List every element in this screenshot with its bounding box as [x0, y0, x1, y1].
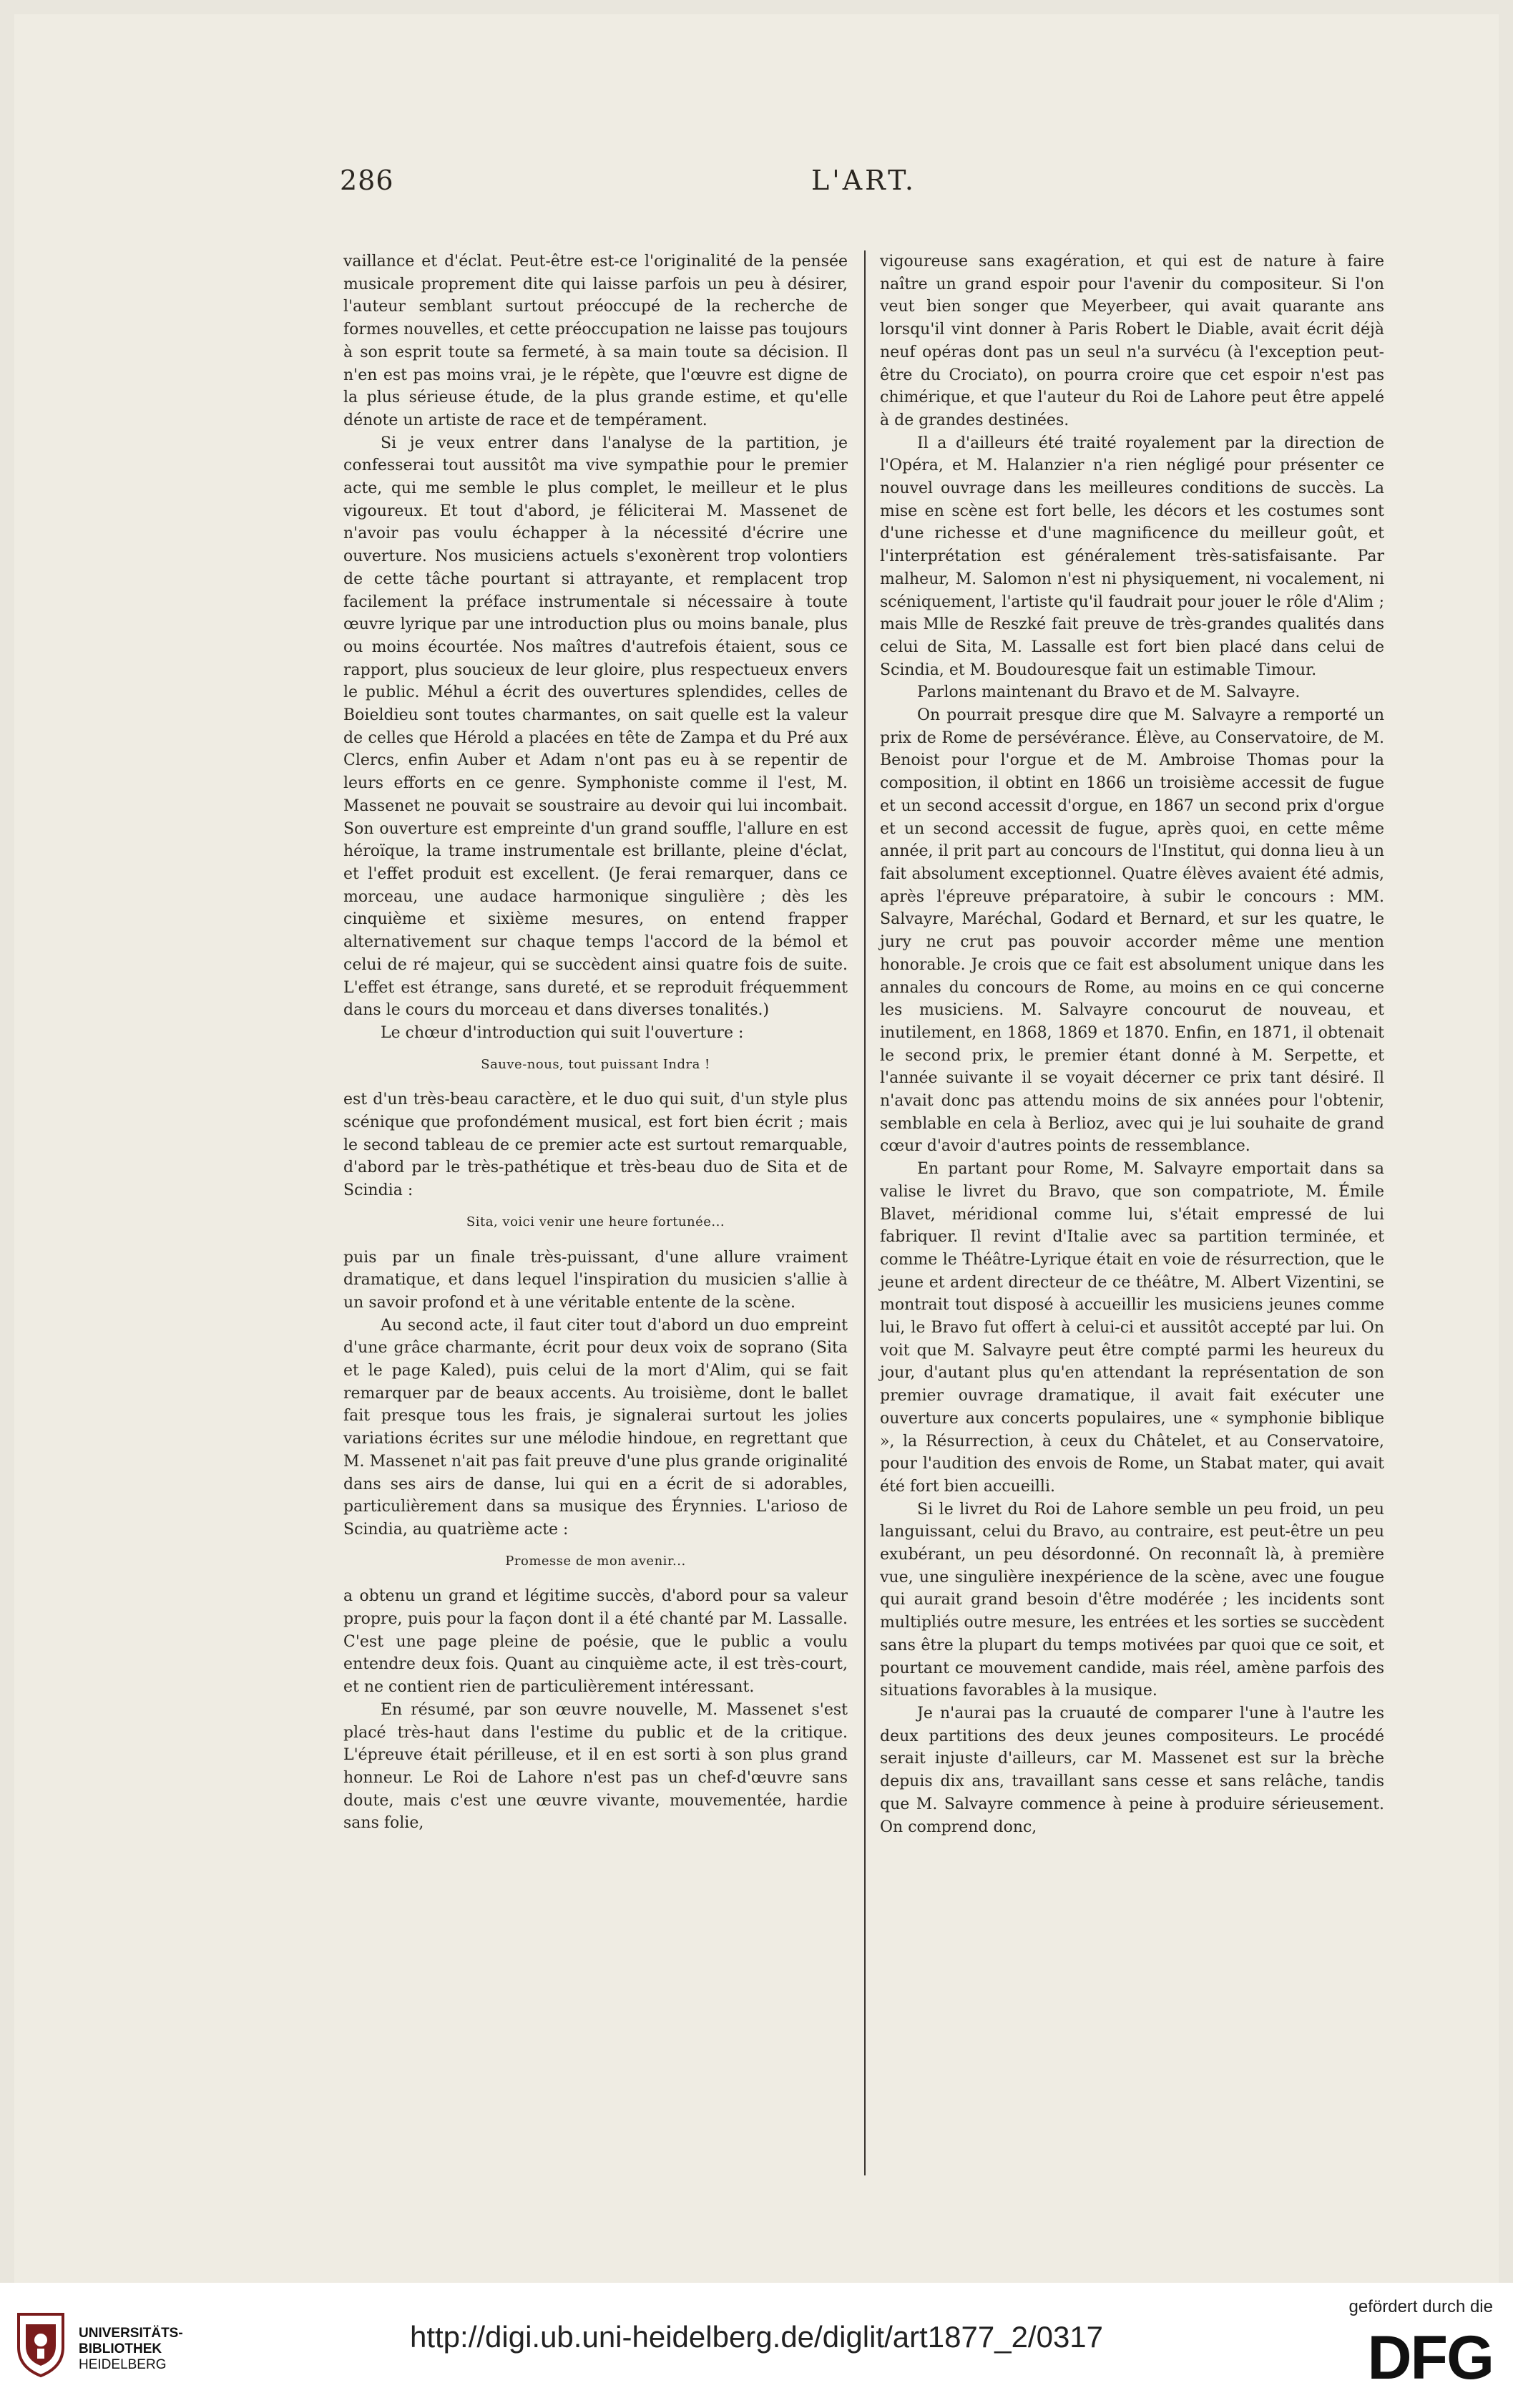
- paragraph: En partant pour Rome, M. Salvayre emportait dans sa valise le livret du Bravo, que son compatriote, M. Émile Blavet, méridional comme lui, s'était empressé de lui fabriquer. Il revint d'Italie avec sa partition terminée, et comme le Théâtre-Lyrique était en voie de résurrection, que le jeune et ardent directeur de ce théâtre, M. Albert Vizentini, se montrait tout disposé à accueillir les musiciens jeunes comme lui, le Bravo fut offert à celui-ci et aussitôt accepté par lui. On voit que M. Salvayre peut être compté parmi les heureux du jour, d'autant plus qu'en attendant la représentation de son premier ouvrage dramatique, il avait fait exécuter une ouverture aux concerts populaires, une « symphonie biblique », la Résurrection, à ceux du Châtelet, et au Conservatoire, pour l'audition des envois de Rome, un Stabat mater, qui avait été fort bien accueilli.: [880, 1160, 1384, 1496]
- paragraph: Il a d'ailleurs été traité royalement par la direction de l'Opéra, et M. Halanzier n'a rien négligé pour présenter ce nouvel ouvrage dans les meilleures conditions de succès. La mise en scène est fort belle, les décors et les costumes sont d'une richesse et d'une magnificence du meilleur goût, et l'interprétation est généralement très-satisfaisante. Par malheur, M. Salomon n'est ni physiquement, ni vocalement, ni scéniquement, l'artiste qu'il faudrait pour jouer le rôle d'Alim ; mais Mlle de Reszké fait preuve de très-grandes qualités dans celui de Sita, M. Lassalle est fort bien placé dans celui de Scindia, et M. Boudouresque fait un estimable Timour.: [880, 434, 1384, 679]
- paragraph: puis par un finale très-puissant, d'une allure vraiment dramatique, et dans lequel l'inspiration du musicien s'allie à un savoir profond et à une véritable entente de la scène.: [343, 1248, 848, 1312]
- left-text-column: [343, 250, 848, 1835]
- library-name: UNIVERSITÄTS- BIBLIOTHEK HEIDELBERG: [79, 2326, 183, 2372]
- paragraph: En résumé, par son œuvre nouvelle, M. Massenet s'est placé très-haut dans l'estime du public et de la critique. L'épreuve était périlleuse, et il en est sorti à son plus grand honneur. Le Roi de Lahore n'est pas un chef-d'œuvre sans doute, mais c'est une œuvre vivante, mouvementée, hardie sans folie,: [343, 1700, 848, 1833]
- dfg-wordmark: DFG: [1367, 2324, 1493, 2392]
- right-text-column: [880, 250, 1384, 1838]
- paragraph: Le chœur d'introduction qui suit l'ouverture :: [381, 1023, 744, 1042]
- paragraph: Je n'aurai pas la cruauté de comparer l'une à l'autre les deux partitions des deux jeunes compositeurs. Le procédé serait injuste d'ailleurs, car M. Massenet est sur la brèche depuis dix ans, travaillant sans cesse et sans relâche, tandis que M. Salvayre commence à peine à produire sérieusement. On comprend donc,: [880, 1705, 1384, 1836]
- paragraph: vigoureuse sans exagération, et qui est de nature à faire naître un grand espoir pour l'avenir du compositeur. Si l'on veut bien songer que Meyerbeer, qui avait quarante ans lorsqu'il vint donner à Paris Robert le Diable, avait écrit déjà neuf opéras dont pas un seul n'a survécu (à l'exception peut-être du Crociato), on pourra croire que cet espoir n'est pas chimérique, et que l'auteur du Roi de Lahore peut être appelé à de grandes destinées.: [880, 253, 1384, 429]
- page-header: [340, 165, 1388, 208]
- paragraph: est d'un très-beau caractère, et le duo qui suit, d'un style plus scénique que profondément musical, est fort bien écrit ; mais le second tableau de ce premier acte est surtout remarquable, d'abord par le très-pathétique et très-beau duo de Sita et de Scindia :: [343, 1091, 848, 1200]
- quoted-verse: Sita, voici venir une heure fortunée...: [466, 1214, 725, 1229]
- paragraph: Au second acte, il faut citer tout d'abord un duo empreint d'une grâce charmante, écrit pour deux voix de soprano (Sita et le page Kaled), puis celui de la mort d'Alim, qui se fait remarquer par de beaux accents. Au troisième, dont le ballet fait presque tous les frais, je signalerai surtout les jolies variations écrites sur une mélodie hindoue, en regrettant que M. Massenet n'ait pas fait preuve d'une plus grande originalité dans ses airs de danse, lui qui en a écrit de si adorables, particulièrement dans sa musique des Érynnies. L'arioso de Scindia, au quatrième acte :: [343, 1316, 848, 1539]
- footer-bar: [0, 2283, 1513, 2408]
- paragraph: a obtenu un grand et légitime succès, d'abord pour sa valeur propre, puis pour la façon dont il a été chanté par M. Lassalle. C'est une page pleine de poésie, que le public a voulu entendre deux fois. Quant au cinquième acte, il est très-court, et ne contient rien de particulièrement intéressant.: [343, 1587, 848, 1697]
- column-divider: [864, 250, 866, 2175]
- scanned-page: [14, 14, 1499, 2283]
- paragraph: Parlons maintenant du Bravo et de M. Salvayre.: [917, 683, 1301, 702]
- source-url[interactable]: http://digi.ub.uni-heidelberg.de/diglit/art1877_2/0317: [409, 2320, 1104, 2354]
- paragraph: vaillance et d'éclat. Peut-être est-ce l'originalité de la pensée musicale proprement dite qui laisse parfois un peu à désirer, l'auteur semblant surtout préoccupé de la recherche de formes nouvelles, et cette préoccupation ne laisse pas toujours à son esprit toute sa fermeté, à sa main toute sa décision. Il n'en est pas moins vrai, je le répète, que l'œuvre est digne de la plus sérieuse étude, de la plus grande estime, et qu'elle dénote un artiste de race et de tempérament.: [343, 253, 848, 429]
- paragraph: Si je veux entrer dans l'analyse de la partition, je confesserai tout aussitôt ma vive sympathie pour le premier acte, qui me semble le plus complet, le meilleur et le plus vigoureux. Et tout d'abord, je féliciterai M. Massenet de n'avoir pas voulu échapper à la nécessité d'écrire une ouverture. Nos musiciens actuels s'exonèrent trop volontiers de cette tâche pourtant si attrayante, et remplacent trop facilement la préface instrumentale si nécessaire à toute œuvre lyrique par une introduction plus ou moins banale, plus ou moins écourtée. Nos maîtres d'autrefois étaient, sous ce rapport, plus soucieux de leur gloire, plus respectueux envers le public. Méhul a écrit des ouvertures splendides, celles de Boieldieu sont toutes charmantes, on sait quelle est la valeur de celles que Hérold a placées en tête de Zampa et du Pré aux Clercs, enfin Auber et Adam n'ont pas eu à se repentir de leurs efforts en ce genre. Symphoniste comme il l'est, M. Massenet ne pouvait se soustraire au devoir qui lui incombait. Son ouverture est empreinte d'un grand souffle, l'allure en est héroïque, la trame instrumentale est brillante, pleine d'éclat, et l'effet produit est excellent. (Je ferai remarquer, dans ce morceau, une audace harmonique singulière ; dès les cinquième et sixième mesures, on entend frapper alternativement sur chaque temps l'accord de la bémol et celui de ré majeur, qui se succèdent ainsi quatre fois de suite. L'effet est étrange, sans dureté, et se reproduit fréquemment dans le cours du morceau et dans diverses tonalités.): [343, 434, 848, 1020]
- paragraph: Si le livret du Roi de Lahore semble un peu froid, un peu languissant, celui du Bravo, au contraire, est peut-être un peu exubérant, un peu désordonné. On reconnaît là, à première vue, une singulière inexpérience de la scène, avec une fougue qui aurait grand besoin d'être modérée ; les incidents sont multipliés outre mesure, les entrées et les sorties se succèdent sans être la plupart du temps motivées par quoi que ce soit, et pourtant ce mouvement candide, mais réel, amène parfois des situations favorables à la musique.: [880, 1500, 1384, 1700]
- dfg-logo[interactable]: [1343, 2297, 1493, 2397]
- quoted-verse: Promesse de mon avenir...: [505, 1553, 686, 1569]
- quoted-verse: Sauve-nous, tout puissant Indra !: [481, 1056, 710, 1072]
- running-title: L'ART.: [811, 165, 916, 196]
- support-text: gefördert durch die: [1348, 2297, 1493, 2316]
- paragraph: On pourrait presque dire que M. Salvayre a remporté un prix de Rome de persévérance. Élève, au Conservatoire, de M. Benoist pour l'orgue et de M. Ambroise Thomas pour la composition, il obtint en 1866 un troisième accessit de fugue et un second accessit d'orgue, en 1867 un second prix d'orgue et un second accessit de fugue, après quoi, en cette même année, il prit part au concours de l'Institut, qui donna lieu à un fait absolument exceptionnel. Quatre élèves avaient été admis, après l'épreuve préparatoire, à subir le concours : MM. Salvayre, Maréchal, Godard et Bernard, et sur les quatre, le jury ne crut pas pouvoir accorder même une mention honorable. Je crois que ce fait est absolument unique dans les annales du concours de Rome, au moins en ce qui concerne les musiciens. M. Salvayre concourut de nouveau, et inutilement, en 1868, 1869 et 1870. Enfin, en 1871, il obtenait le second prix, le premier étant donné à M. Serpette, et l'année suivante il se voyait décerner ce prix tant désiré. Il n'avait donc pas attendu moins de six années pour l'obtenir, semblable en cela à Berlioz, avec qui je lui souhaite de grand cœur d'avoir d'autres points de ressemblance.: [880, 706, 1384, 1156]
- page-number: 286: [340, 165, 394, 196]
